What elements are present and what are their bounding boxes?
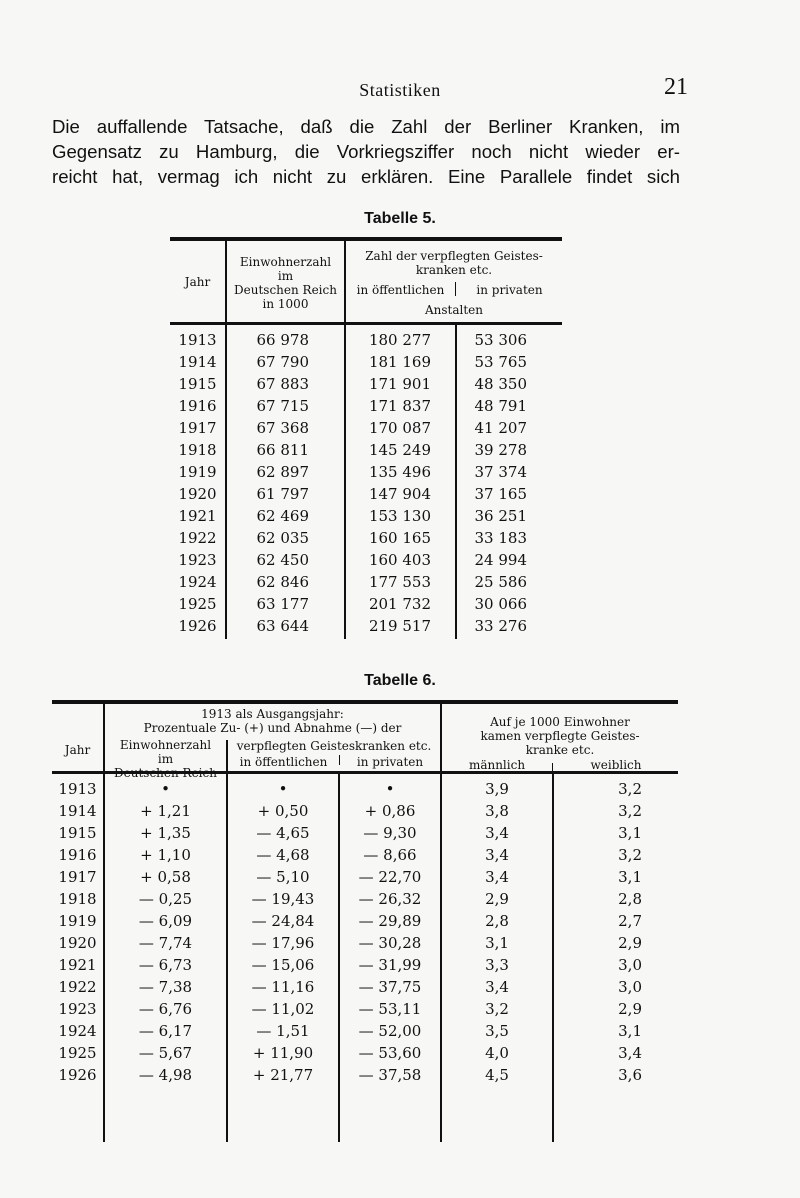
table6-cell: + 1,35 <box>140 824 191 842</box>
table6-cell: — 0,25 <box>138 890 193 908</box>
table6-header-maennlich: männlich <box>468 758 526 772</box>
table5-cell: 177 553 <box>368 573 431 591</box>
table5-row <box>170 461 562 483</box>
table6-year-cell: 1916 <box>58 846 97 864</box>
table6-cell: 3,2 <box>618 780 642 798</box>
table6-cell: — 6,09 <box>138 912 193 930</box>
table6-header-auf-je: Auf je 1000 Einwohner kamen verpflegte Geistes- kranke etc. <box>480 715 640 757</box>
table6-cell: 3,2 <box>485 1000 509 1018</box>
table6-cell: — 31,99 <box>358 956 422 974</box>
table5-cell: 62 450 <box>256 551 309 569</box>
table6-cell: — 22,70 <box>358 868 422 886</box>
table5-cell: 30 066 <box>474 595 527 613</box>
table5-cell: 67 790 <box>256 353 309 371</box>
table5-year-cell: 1914 <box>178 353 217 371</box>
table5-cell: 33 276 <box>474 617 527 635</box>
table6-cell: 3,1 <box>618 868 642 886</box>
table5-cell: 48 350 <box>474 375 527 393</box>
table6-row <box>52 976 678 998</box>
table5-year-cell: 1926 <box>178 617 217 635</box>
table6-header-privat: in privaten <box>356 755 424 769</box>
table6-cell: — 29,89 <box>358 912 422 930</box>
table6-cell: — 37,58 <box>358 1066 422 1084</box>
table6-cell: 3,2 <box>618 846 642 864</box>
table6-cell: • <box>278 780 288 798</box>
table5-cell: 37 165 <box>474 485 527 503</box>
table6-cell: 3,4 <box>485 824 509 842</box>
table6-row <box>52 998 678 1020</box>
table5-cell: 39 278 <box>474 441 527 459</box>
table5-row <box>170 527 562 549</box>
paragraph-line: Die auffallende Tatsache, daß die Zahl der Berliner Kranken, im <box>52 116 680 137</box>
table5-cell: 171 901 <box>368 375 431 393</box>
table6-cell: — 9,30 <box>363 824 417 842</box>
table6-row <box>52 954 678 976</box>
table6-cell: 3,1 <box>618 1022 642 1040</box>
table6-cell: + 21,77 <box>252 1066 314 1084</box>
table6-cell: — 19,43 <box>251 890 315 908</box>
table6-cell: — 26,32 <box>358 890 422 908</box>
table6-year-cell: 1917 <box>58 868 97 886</box>
table6-cell: — 6,76 <box>138 1000 193 1018</box>
table5-year-cell: 1917 <box>178 419 217 437</box>
table6-caption: Tabelle 6. <box>364 672 436 689</box>
table6-row <box>52 1064 678 1086</box>
table6-header-verpflegten: verpflegten Geisteskranken etc. <box>236 739 432 753</box>
table6-cell: — 4,65 <box>256 824 310 842</box>
table6-cell: + 0,86 <box>364 802 416 820</box>
table5-cell: 66 811 <box>256 441 309 459</box>
table5-cell: 67 368 <box>256 419 309 437</box>
table6-cell: 2,9 <box>618 934 642 952</box>
table6-cell: — 11,02 <box>251 1000 315 1018</box>
table6-cell: 3,1 <box>618 824 642 842</box>
table6-cell: — 53,60 <box>358 1044 422 1062</box>
table6-cell: — 7,74 <box>138 934 193 952</box>
table5-year-cell: 1925 <box>178 595 217 613</box>
table6-cell: • <box>385 780 395 798</box>
table5-cell: 62 846 <box>256 573 309 591</box>
table6-cell: 3,4 <box>485 846 509 864</box>
table6-cell: 3,9 <box>485 780 509 798</box>
table5-cell: 160 403 <box>368 551 431 569</box>
table5-cell: 33 183 <box>474 529 527 547</box>
table6-cell: 3,6 <box>618 1066 642 1084</box>
table6-year-cell: 1923 <box>58 1000 97 1018</box>
table5-cell: 24 994 <box>474 551 527 569</box>
table6-cell: 3,4 <box>485 868 509 886</box>
paragraph-line: reicht hat, vermag ich nicht zu erklären. Eine Parallele findet sich <box>52 166 680 187</box>
table5-cell: 67 715 <box>256 397 309 415</box>
table6-row <box>52 1020 678 1042</box>
table6-cell: — 6,17 <box>138 1022 193 1040</box>
table6-cell: — 1,51 <box>256 1022 310 1040</box>
table5-year-cell: 1916 <box>178 397 217 415</box>
table6-cell: — 8,66 <box>363 846 417 864</box>
table5-year-cell: 1923 <box>178 551 217 569</box>
table5-row <box>170 351 562 373</box>
table6-row <box>52 888 678 910</box>
table6-year-cell: 1920 <box>58 934 97 952</box>
table5-cell: 62 897 <box>256 463 309 481</box>
table6-cell: 3,2 <box>618 802 642 820</box>
table5-cell: 171 837 <box>368 397 431 415</box>
table6-cell: — 4,68 <box>256 846 310 864</box>
table5-cell: 219 517 <box>368 617 431 635</box>
table5-cell: 41 207 <box>474 419 527 437</box>
table5-row <box>170 439 562 461</box>
table6-header-oeffentlich: in öffentlichen <box>239 755 328 769</box>
table5-row <box>170 549 562 571</box>
table6-year-cell: 1922 <box>58 978 97 996</box>
table6-header-jahr: Jahr <box>64 743 91 757</box>
table6-subheader-divider <box>552 763 553 773</box>
table5-cell: 53 306 <box>474 331 527 349</box>
table6-cell: — 4,98 <box>138 1066 193 1084</box>
table5-header-oeffentlich: in öffentlichen <box>356 283 445 297</box>
table6-year-cell: 1921 <box>58 956 97 974</box>
table6-cell: — 30,28 <box>358 934 422 952</box>
paragraph-line: Gegensatz zu Hamburg, die Vorkriegsziffer noch nicht wieder er- <box>52 141 680 162</box>
table6-cell: 2,9 <box>618 1000 642 1018</box>
table6-row <box>52 910 678 932</box>
table6-row <box>52 800 678 822</box>
table5-header-anstalten: Anstalten <box>424 303 484 317</box>
table6-cell: — 52,00 <box>358 1022 422 1040</box>
table5-cell: 181 169 <box>368 353 431 371</box>
table5-year-cell: 1924 <box>178 573 217 591</box>
table5-row <box>170 417 562 439</box>
table6-cell: 3,8 <box>485 802 509 820</box>
table5-row <box>170 395 562 417</box>
table5-cell: 62 035 <box>256 529 309 547</box>
table5 <box>170 237 562 639</box>
table5-row <box>170 373 562 395</box>
table6-cell: 2,7 <box>618 912 642 930</box>
table6-year-cell: 1915 <box>58 824 97 842</box>
table6-cell: + 0,58 <box>140 868 191 886</box>
table5-year-cell: 1919 <box>178 463 217 481</box>
table6-cell: 3,0 <box>618 978 642 996</box>
body-paragraph <box>52 114 680 189</box>
table5-cell: 61 797 <box>256 485 309 503</box>
table6-cell: 3,4 <box>618 1044 642 1062</box>
table6-cell: — 17,96 <box>251 934 315 952</box>
table5-cell: 25 586 <box>474 573 527 591</box>
table5-header-jahr: Jahr <box>184 275 211 289</box>
table5-row <box>170 571 562 593</box>
table5-cell: 37 374 <box>474 463 527 481</box>
table5-row <box>170 593 562 615</box>
table6-cell: — 37,75 <box>358 978 422 996</box>
page-header-title: Statistiken <box>359 80 441 100</box>
table5-cell: 63 644 <box>256 617 309 635</box>
table6-cell: 3,0 <box>618 956 642 974</box>
table6-cell: — 6,73 <box>138 956 193 974</box>
table5-cell: 170 087 <box>368 419 431 437</box>
table6-cell: 2,9 <box>485 890 509 908</box>
table6-cell: 3,1 <box>485 934 509 952</box>
table5-cell: 180 277 <box>368 331 431 349</box>
table6-header-weiblich: weiblich <box>590 758 642 772</box>
table5-cell: 66 978 <box>256 331 309 349</box>
table5-cell: 67 883 <box>256 375 309 393</box>
table6-year-cell: 1914 <box>58 802 97 820</box>
table5-row <box>170 615 562 637</box>
table5-cell: 160 165 <box>368 529 431 547</box>
table6-cell: + 11,90 <box>252 1044 314 1062</box>
table6-header-top: 1913 als Ausgangsjahr: Prozentuale Zu- (+) und Abnahme (—) der <box>143 707 402 735</box>
table6-cell: 3,5 <box>485 1022 509 1040</box>
table6-header-einwohner: Einwohnerzahl im Deutschen Reich <box>114 738 217 780</box>
table5-year-cell: 1922 <box>178 529 217 547</box>
table5-cell: 36 251 <box>474 507 527 525</box>
table6-year-cell: 1919 <box>58 912 97 930</box>
table5-cell: 63 177 <box>256 595 309 613</box>
table6-top-rule <box>52 700 678 704</box>
table5-header-rule <box>170 322 562 325</box>
table6-cell: — 5,10 <box>256 868 310 886</box>
table5-cell: 153 130 <box>368 507 431 525</box>
table5-year-cell: 1920 <box>178 485 217 503</box>
table5-top-rule <box>170 237 562 241</box>
table5-cell: 201 732 <box>368 595 431 613</box>
table5-cell: 53 765 <box>474 353 527 371</box>
table5-header-privat: in privaten <box>476 283 543 297</box>
table6-cell: — 5,67 <box>138 1044 193 1062</box>
table5-header-zahl: Zahl der verpflegten Geistes- kranken etc. <box>365 249 543 277</box>
table5-cell: 147 904 <box>368 485 431 503</box>
table6-row <box>52 1042 678 1064</box>
table6-cell: + 1,10 <box>140 846 191 864</box>
table6-row <box>52 844 678 866</box>
table6-year-cell: 1925 <box>58 1044 97 1062</box>
table6-cell: 4,5 <box>485 1066 509 1084</box>
table6-cell: — 24,84 <box>251 912 315 930</box>
table5-subheader-divider <box>455 282 456 296</box>
table6-cell: + 1,21 <box>140 802 191 820</box>
table6 <box>52 700 678 1142</box>
table6-cell: — 11,16 <box>251 978 315 996</box>
table5-row <box>170 505 562 527</box>
table6-row <box>52 932 678 954</box>
table6-year-cell: 1924 <box>58 1022 97 1040</box>
table6-cell: — 7,38 <box>138 978 193 996</box>
table6-cell: 3,4 <box>485 978 509 996</box>
table5-cell: 48 791 <box>474 397 527 415</box>
table5-cell: 135 496 <box>368 463 431 481</box>
table5-row <box>170 483 562 505</box>
table6-cell: 4,0 <box>485 1044 509 1062</box>
table5-header-einwohner: Einwohnerzahl im Deutschen Reich in 1000 <box>234 255 337 311</box>
table6-cell: 2,8 <box>618 890 642 908</box>
table6-row <box>52 866 678 888</box>
table6-cell: + 0,50 <box>257 802 309 820</box>
table5-year-cell: 1913 <box>178 331 217 349</box>
table6-row <box>52 778 678 800</box>
table5-caption: Tabelle 5. <box>364 210 436 227</box>
table6-year-cell: 1926 <box>58 1066 97 1084</box>
table6-year-cell: 1918 <box>58 890 97 908</box>
table5-cell: 145 249 <box>368 441 431 459</box>
table5-year-cell: 1921 <box>178 507 217 525</box>
table5-year-cell: 1915 <box>178 375 217 393</box>
page-number: 21 <box>664 74 688 100</box>
table5-row <box>170 329 562 351</box>
table5-year-cell: 1918 <box>178 441 217 459</box>
table6-cell: 2,8 <box>485 912 509 930</box>
table6-cell: • <box>161 780 170 798</box>
table6-cell: — 15,06 <box>251 956 315 974</box>
table6-row <box>52 822 678 844</box>
table5-cell: 62 469 <box>256 507 309 525</box>
table6-cell: 3,3 <box>485 956 509 974</box>
table6-cell: — 53,11 <box>358 1000 422 1018</box>
table6-year-cell: 1913 <box>58 780 97 798</box>
